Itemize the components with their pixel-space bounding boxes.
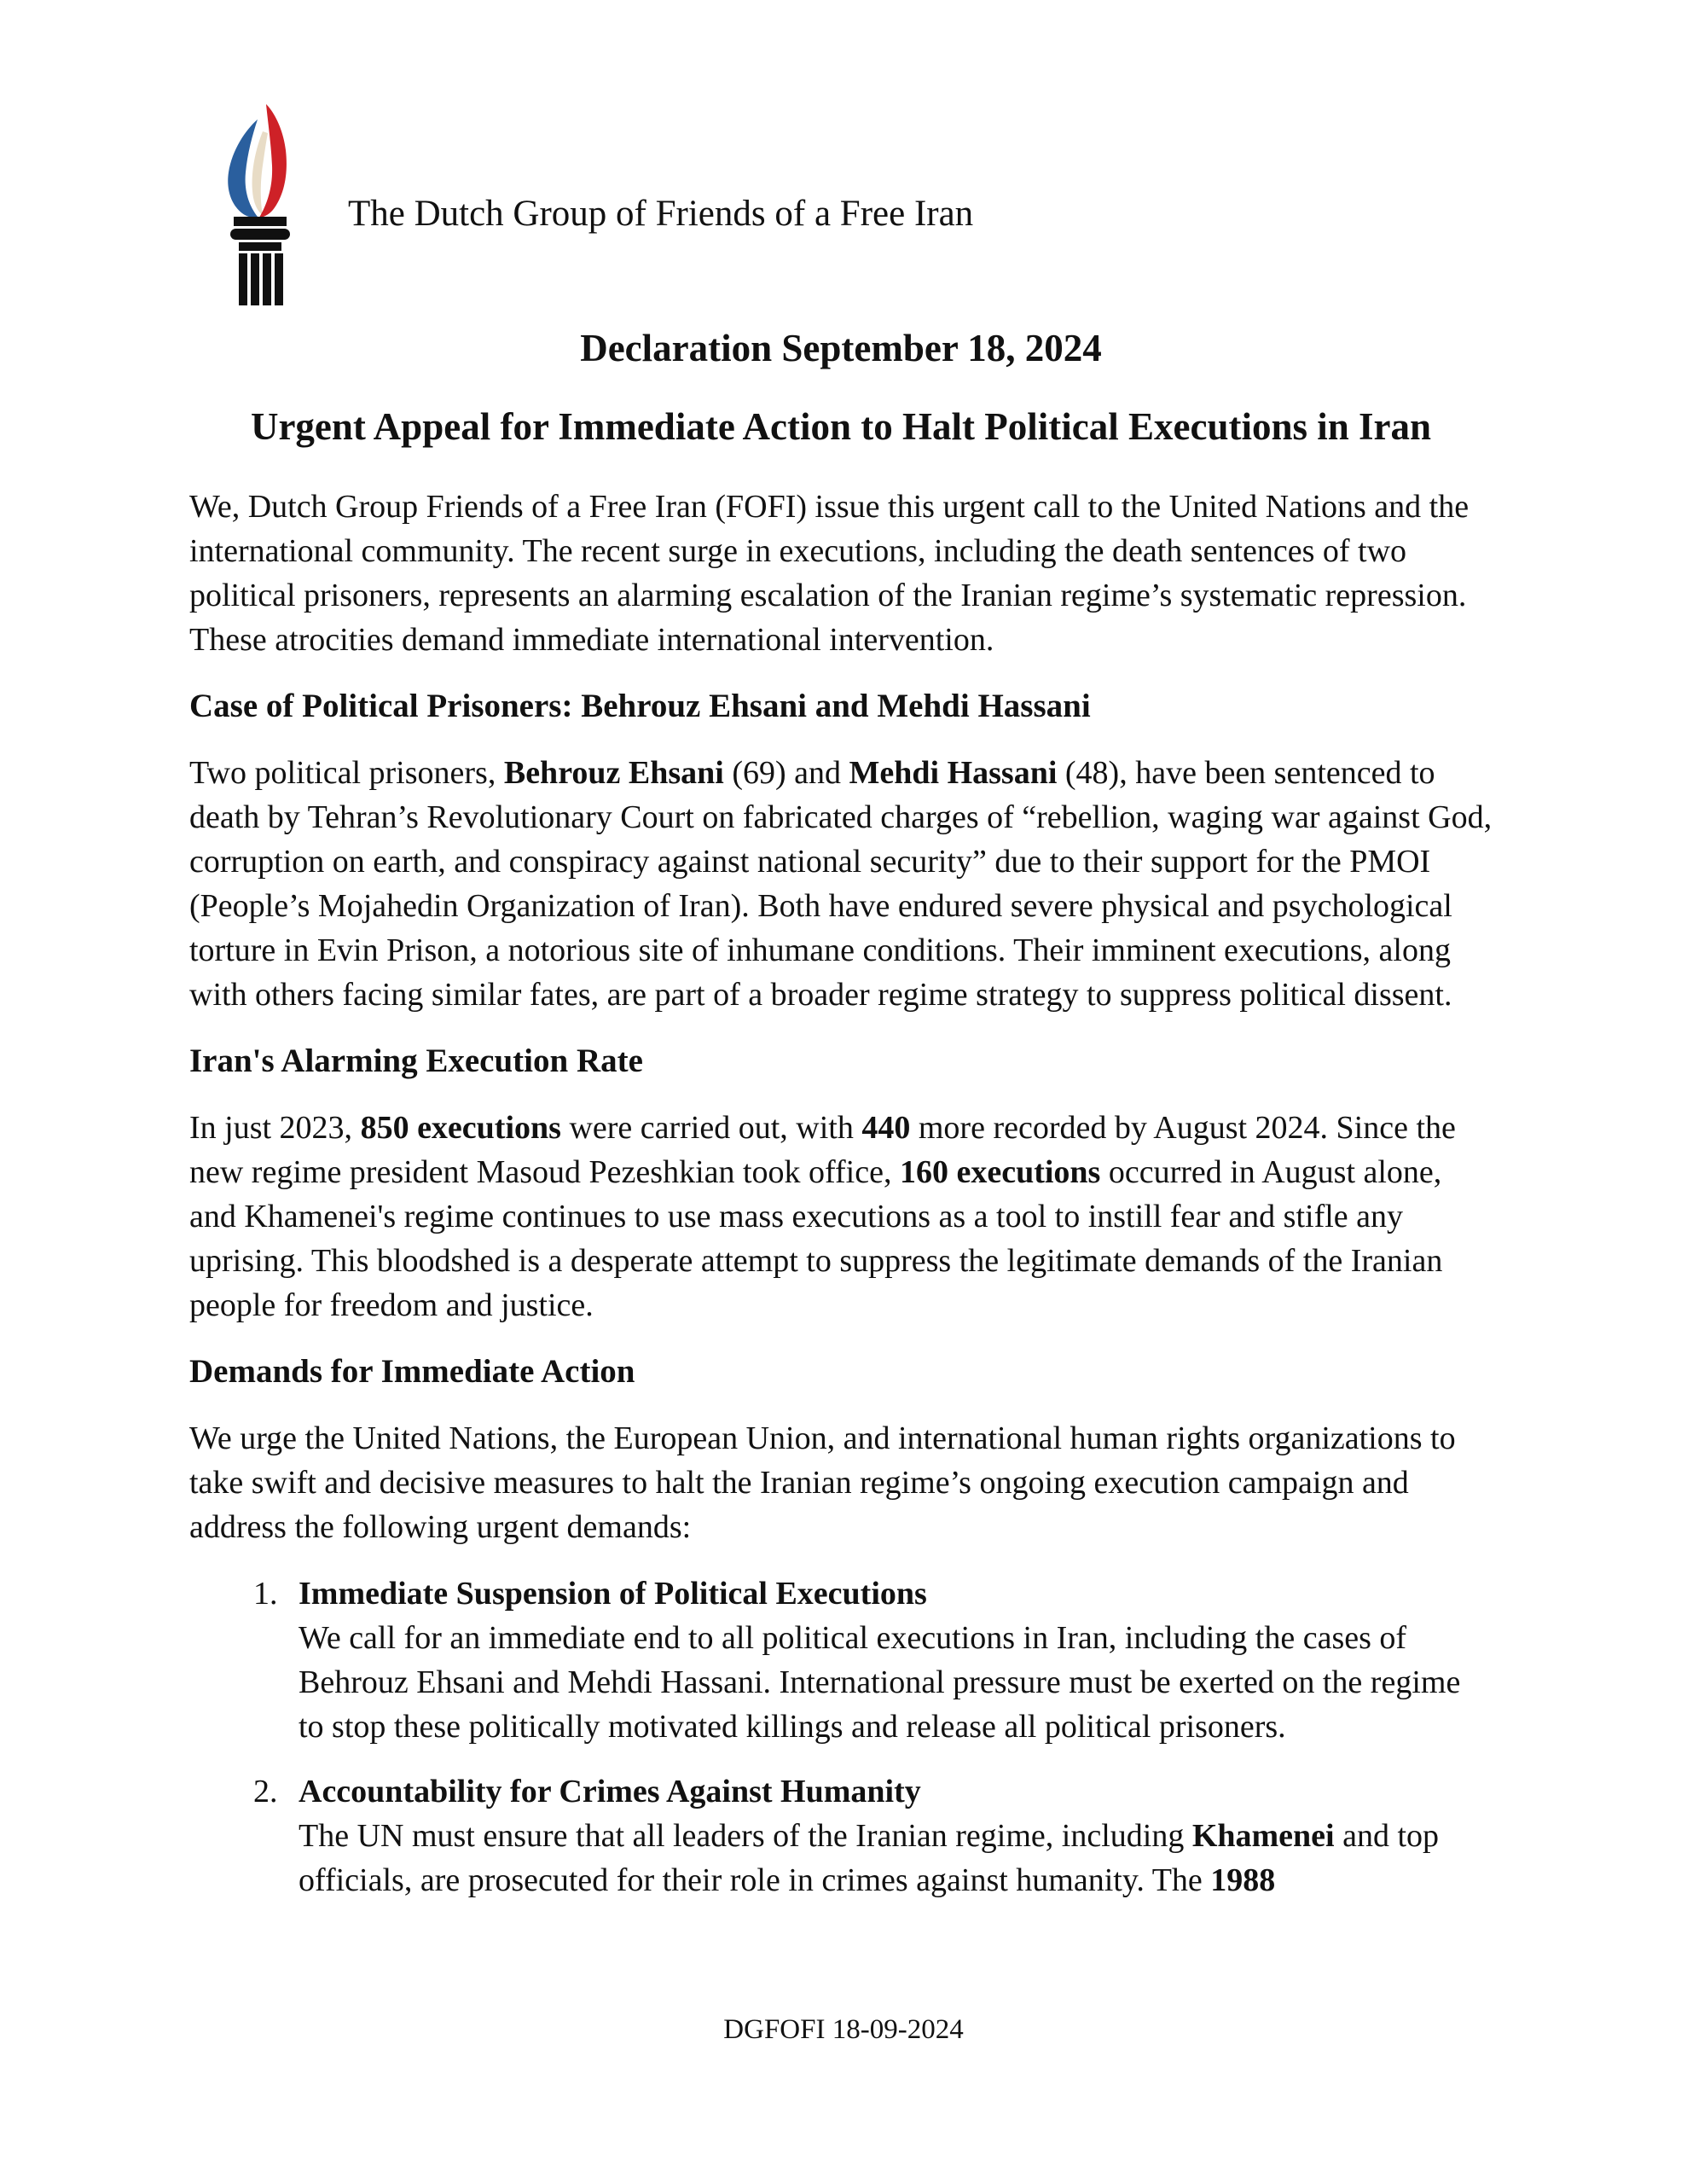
demands-list	[189, 1571, 1493, 1902]
document-body	[0, 324, 1687, 1902]
org-name: The Dutch Group of Friends of a Free Iran	[348, 194, 974, 234]
case-section-paragraph: Two political prisoners, Behrouz Ehsani (69) and Mehdi Hassani (48), have been sentenced to death by Tehran’s Revolutionary Court on fabricated charges of “rebellion, waging war against God, corruption on earth, and conspiracy against national security” due to their support for the PMOI (People’s Mojahedin Organization of Iran). Both have endured severe physical and psychological torture in Evin Prison, a notorious site of inhumane conditions. Their imminent executions, along with others facing similar fates, are part of a broader regime strategy to suppress political dissent.	[189, 755, 1493, 1013]
demand-body: The UN must ensure that all leaders of the Iranian regime, including Khamenei and top officials, are prosecuted for their role in crimes against humanity. The 1988	[299, 1818, 1440, 1898]
rate-section-heading: Iran's Alarming Execution Rate	[189, 1043, 643, 1079]
page-footer: DGFOFI 18-09-2024	[723, 2014, 964, 2045]
rate-section-paragraph: In just 2023, 850 executions were carried out, with 440 more recorded by August 2024. Since the new regime president Masoud Pezeshkian took office, 160 executions occurred in August alone, and Khamenei's regime continues to use mass executions as a tool to instill fear and stifle any uprising. This bloodshed is a desperate attempt to suppress the legitimate demands of the Iranian people for freedom and justice.	[189, 1110, 1456, 1323]
appeal-title: Urgent Appeal for Immediate Action to Halt Political Executions in Iran	[250, 405, 1432, 448]
demands-intro-paragraph: We urge the United Nations, the European Union, and international human rights organizations to take swift and decisive measures to halt the Iranian regime’s ongoing execution campaign and address the following urgent demands:	[189, 1420, 1456, 1545]
demands-section-heading: Demands for Immediate Action	[189, 1353, 635, 1390]
demand-item-1	[189, 1571, 1493, 1749]
flame-cream	[252, 131, 268, 215]
flame-red	[259, 104, 287, 218]
demand-title: Accountability for Crimes Against Humanity	[299, 1774, 921, 1809]
demand-number: 2.	[253, 1774, 278, 1809]
letterhead	[0, 0, 1687, 307]
declaration-title: Declaration September 18, 2024	[580, 327, 1102, 369]
intro-paragraph: We, Dutch Group Friends of a Free Iran (FOFI) issue this urgent call to the United Nations and the international community. The recent surge in executions, including the death sentences of two political prisoners, represents an alarming escalation of the Iranian regime’s systematic repression. These atrocities demand immediate international intervention.	[189, 489, 1470, 658]
demand-item-2	[189, 1769, 1493, 1902]
torch-column	[230, 217, 290, 305]
demand-title: Immediate Suspension of Political Executions	[299, 1576, 927, 1612]
demand-body: We call for an immediate end to all political executions in Iran, including the cases of Behrouz Ehsani and Mehdi Hassani. International pressure must be exerted on the regime to stop these politically motivated killings and release all political prisoners.	[299, 1620, 1461, 1745]
torch-logo-icon	[220, 101, 293, 305]
case-section-heading: Case of Political Prisoners: Behrouz Ehsani and Mehdi Hassani	[189, 688, 1091, 724]
demand-number: 1.	[253, 1576, 278, 1612]
